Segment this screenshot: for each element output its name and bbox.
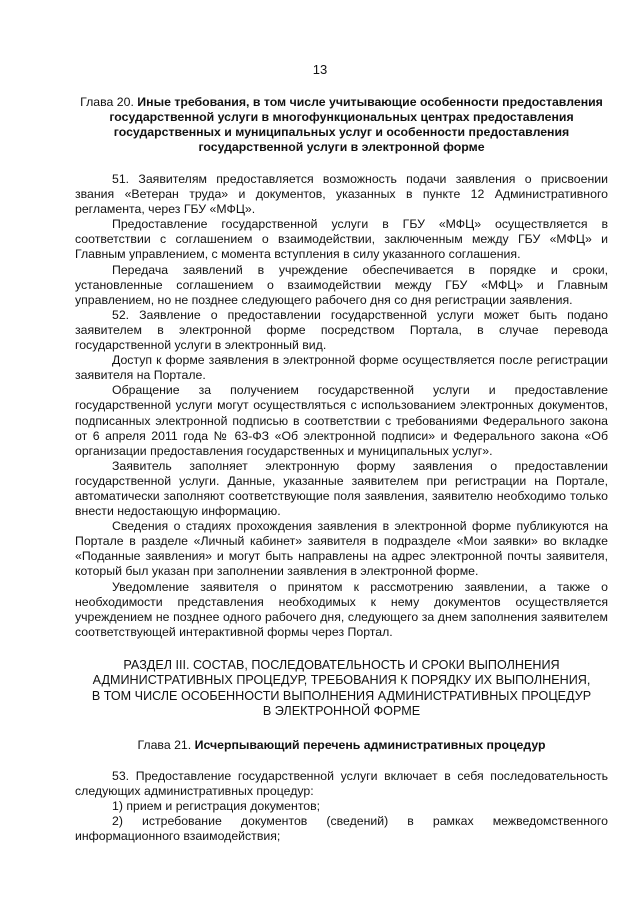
chapter-20-heading <box>75 95 608 155</box>
paragraph-status-info: Сведения о стадиях прохождения заявления в электронной форме публикуются на Портале в разделе «Личный кабинет» заявителя в подразделе «Мои заявки» во вкладке «Поданные заявления» и могут быть направлены на адрес электронной почты заявителя, который был указан при заполнении заявления в электронной форме. <box>75 519 608 579</box>
chapter-20-title: Иные требования, в том числе учитывающие особенности предоставления государственной услуги в многофункциональных центрах предоставления государственных и муниципальных услуг и особенности предоставления государственной услуги в электронной форме <box>109 95 603 155</box>
chapter-21-title: Исчерпывающий перечень административных процедур <box>194 738 546 752</box>
paragraph-notification: Уведомление заявителя о принятом к рассмотрению заявлении, а также о необходимости представления необходимых к нему документов осуществляется учреждением не позднее одного рабочего дня, следующего за днем заполнения заявителем соответствующей интерактивной формы через Портал. <box>75 579 608 639</box>
paragraph-52: 52. Заявление о предоставлении государственной услуги может быть подано заявителем в электронной форме посредством Портала, в случае перевода государственной услуги в электронный вид. <box>75 307 608 353</box>
paragraph-applicant-fills: Заявитель заполняет электронную форму заявления о предоставлении государственной услуги. Данные, указанные заявителем при регистрации на Портале, автоматически заполняют соответствующие поля заявления, заявителю необходимо только внести недостающую информацию. <box>75 458 608 519</box>
chapter-20-prefix: Глава 20. <box>80 95 138 109</box>
list-item-2: 2) истребование документов (сведений) в рамках межведомственного информационного взаимодействия; <box>75 814 608 844</box>
section-3-title: РАЗДЕЛ III. СОСТАВ, ПОСЛЕДОВАТЕЛЬНОСТЬ И СРОКИ ВЫПОЛНЕНИЯ АДМИНИСТРАТИВНЫХ ПРОЦЕДУР, ТРЕБОВАНИЯ К ПОРЯДКУ ИХ ВЫПОЛНЕНИЯ, В ТОМ ЧИСЛЕ ОСОБЕННОСТИ ВЫПОЛНЕНИЯ АДМИНИСТРАТИВНЫХ ПРОЦЕДУР В ЭЛЕКТРОННОЙ ФОРМЕ <box>91 658 592 718</box>
chapter-21-prefix: Глава 21. <box>137 738 195 752</box>
paragraph-access: Доступ к форме заявления в электронной форме осуществляется после регистрации заявителя на Портале. <box>75 353 608 383</box>
list-item-1: 1) прием и регистрация документов; <box>112 799 321 814</box>
chapter-21-heading <box>75 738 608 753</box>
paragraph-53: 53. Предоставление государственной услуги включает в себя последовательность следующих административных процедур: <box>75 769 608 799</box>
paragraph-transfer: Передача заявлений в учреждение обеспечивается в порядке и сроки, установленные соглашением о взаимодействии между ГБУ «МФЦ» и Главным управлением, но не позднее следующего рабочего дня со дня регистрации заявления. <box>75 262 608 307</box>
body-text-block-2 <box>75 769 608 844</box>
page-number: 13 <box>312 62 328 77</box>
paragraph-mfc-service: Предоставление государственной услуги в ГБУ «МФЦ» осуществляется в соответствии с соглашением о взаимодействии, заключенным между ГБУ «МФЦ» и Главным управлением, с момента вступления в силу указанного соглашения. <box>75 217 608 262</box>
paragraph-electronic-docs: Обращение за получением государственной услуги и предоставление государственной услуги могут осуществляться с использованием электронных документов, подписанных электронной подписью в соответствии с требованиями Федерального закона от 6 апреля 2011 года № 63-ФЗ «Об электронной подписи» и Федерального закона «Об организации предоставления государственных и муниципальных услуг». <box>75 383 608 458</box>
paragraph-51: 51. Заявителям предоставляется возможность подачи заявления о присвоении звания «Ветеран труда» и документов, указанных в пункте 12 Административного регламента, через ГБУ «МФЦ». <box>75 172 608 217</box>
body-text-block-1 <box>75 172 608 640</box>
